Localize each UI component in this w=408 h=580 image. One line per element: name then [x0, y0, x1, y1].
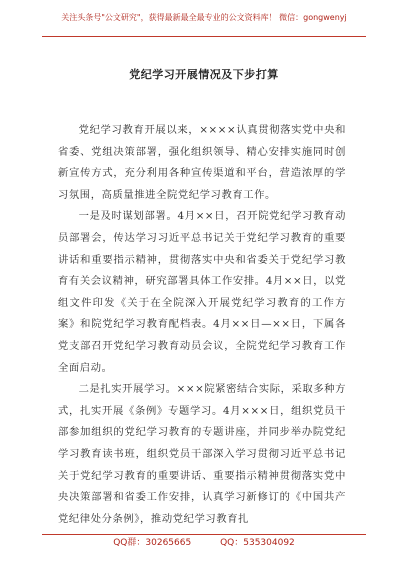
document-body [58, 120, 346, 530]
header-notice: 关注头条号"公文研究"，获得最新最全最专业的公文资料库！ 微信：gongwenyj [61, 13, 347, 22]
paragraph-planning: 一是及时谋划部署。4月××日，召开院党纪学习教育动员部署会，传达学习习近平总书记关于党纪学习教育的重要讲话和重要指示精神，贯彻落实中央和省委关于党纪学习教育有关会议精神，研究部署具体工作安排。4月××日，以党组文件印发《关于在全院深入开展党纪学习教育的工作方案》和院党纪学习教育配档表。4月××日—××日，下属各党支部召开党纪学习教育动员会议，全院党纪学习教育工作全面启动。 [58, 210, 346, 374]
paragraph-intro: 党纪学习教育开展以来，××××认真贯彻落实党中央和省委、党组决策部署，强化组织领导、精心安排实施同时创新宣传方式，充分利用各种宣传渠道和平台，营造浓厚的学习氛围，高质量推进全院党纪学习教育工作。 [58, 124, 346, 201]
footer-qq-group: QQ群：30265665 [113, 538, 192, 548]
footer-qq: QQ：535304092 [220, 538, 295, 548]
footer-divider [42, 534, 366, 535]
footer-contact [0, 536, 408, 550]
header-divider [42, 36, 366, 37]
document-title: 党纪学习开展情况及下步打算 [129, 68, 279, 81]
paragraph-study: 二是扎实开展学习。×××院紧密结合实际，采取多种方式，扎实开展《条例》专题学习。4月×××日，组织党员干部参加组织的党纪学习教育的专题讲座，并同步举办院党纪学习教育读书班，组织党员干部深入学习贯彻习近平总书记关于党纪学习教育的重要讲话、重要指示精神贯彻落实党中央决策部署和省委工作安排，认真学习新修订的《中国共产党纪律处分条例》，推动党纪学习教育扎 [58, 383, 347, 525]
